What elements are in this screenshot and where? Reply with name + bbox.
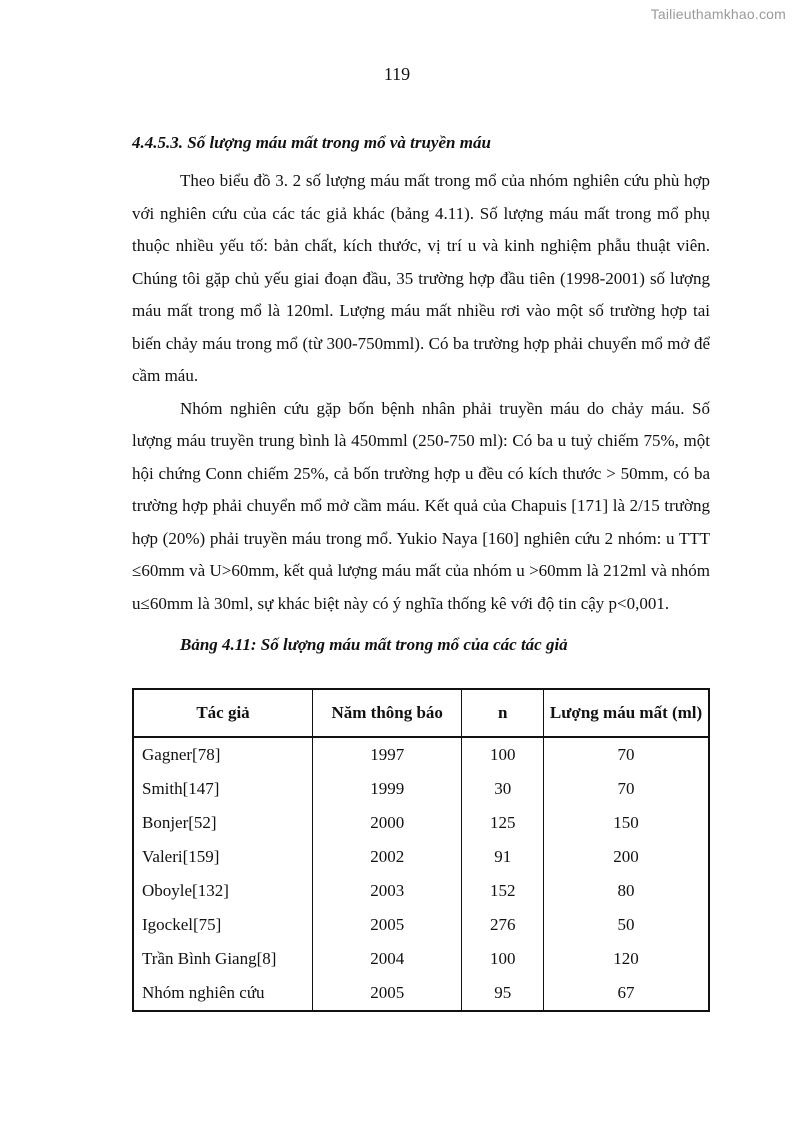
cell-year: 2004 [313,942,462,976]
section-heading: 4.4.5.3. Số lượng máu mất trong mổ và truyền máu [132,133,491,152]
table-row [133,772,709,806]
table-row [133,942,709,976]
cell-author: Valeri[159] [133,840,313,874]
table-row [133,908,709,942]
cell-author: Oboyle[132] [133,874,313,908]
paragraph-1: Theo biểu đồ 3. 2 số lượng máu mất trong mổ của nhóm nghiên cứu phù hợp với nghiên cứu của các tác giả khác (bảng 4.11). Số lượng máu mất trong mổ phụ thuộc nhiều yếu tố: bản chất, kích thước, vị trí u và kinh nghiệm phẫu thuật viên. Chúng tôi gặp chủ yếu giai đoạn đầu, 35 trường hợp đầu tiên (1998-2001) số lượng máu mất trong mổ là 120ml. Lượng máu mất nhiều rơi vào một số trường hợp tai biến chảy máu trong mổ (từ 300-750mml). Có ba trường hợp phải chuyển mổ mở để cầm máu. [132,171,710,385]
cell-n: 100 [462,942,544,976]
table-row [133,737,709,772]
cell-blood-loss: 80 [544,874,709,908]
cell-author: Bonjer[52] [133,806,313,840]
cell-blood-loss: 120 [544,942,709,976]
cell-author: Nhóm nghiên cứu [133,976,313,1011]
cell-year: 2000 [313,806,462,840]
header-n: n [462,689,544,737]
watermark: Tailieuthamkhao.com [650,6,786,22]
cell-author: Gagner[78] [133,737,313,772]
table-row [133,874,709,908]
table-row [133,840,709,874]
cell-blood-loss: 70 [544,737,709,772]
cell-blood-loss: 200 [544,840,709,874]
cell-year: 2003 [313,874,462,908]
cell-blood-loss: 50 [544,908,709,942]
cell-author: Smith[147] [133,772,313,806]
cell-n: 125 [462,806,544,840]
cell-year: 2005 [313,908,462,942]
cell-blood-loss: 70 [544,772,709,806]
cell-n: 91 [462,840,544,874]
cell-year: 1997 [313,737,462,772]
blood-loss-table [132,688,710,1012]
table-row [133,806,709,840]
page-content [132,130,710,658]
header-author: Tác giả [133,689,313,737]
table-row [133,976,709,1011]
cell-n: 276 [462,908,544,942]
header-blood-loss: Lượng máu mất (ml) [544,689,709,737]
cell-year: 1999 [313,772,462,806]
cell-n: 30 [462,772,544,806]
cell-year: 2002 [313,840,462,874]
cell-author: Igockel[75] [133,908,313,942]
header-year: Năm thông báo [313,689,462,737]
cell-blood-loss: 67 [544,976,709,1011]
page-number: 119 [383,64,411,84]
table-header-row [133,689,709,737]
cell-n: 95 [462,976,544,1011]
cell-author: Trần Bình Giang[8] [133,942,313,976]
paragraph-2: Nhóm nghiên cứu gặp bốn bệnh nhân phải truyền máu do chảy máu. Số lượng máu truyền trung bình là 450mml (250-750 ml): Có ba u tuỷ chiếm 75%, một hội chứng Conn chiếm 25%, cả bốn trường hợp u đều có kích thước > 50mm, có ba trường hợp phải chuyển mổ mở cầm máu. Kết quả của Chapuis [171] là 2/15 trường hợp (20%) phải truyền máu trong mổ. Yukio Naya [160] nghiên cứu 2 nhóm: u TTT ≤60mm và U>60mm, kết quả lượng máu mất của nhóm u >60mm là 212ml và nhóm u≤60mm là 30ml, sự khác biệt này có ý nghĩa thống kê với độ tin cậy p<0,001. [132,398,710,613]
cell-year: 2005 [313,976,462,1011]
table-caption: Bảng 4.11: Số lượng máu mất trong mổ của các tác giả [180,635,568,654]
cell-n: 100 [462,737,544,772]
cell-blood-loss: 150 [544,806,709,840]
cell-n: 152 [462,874,544,908]
